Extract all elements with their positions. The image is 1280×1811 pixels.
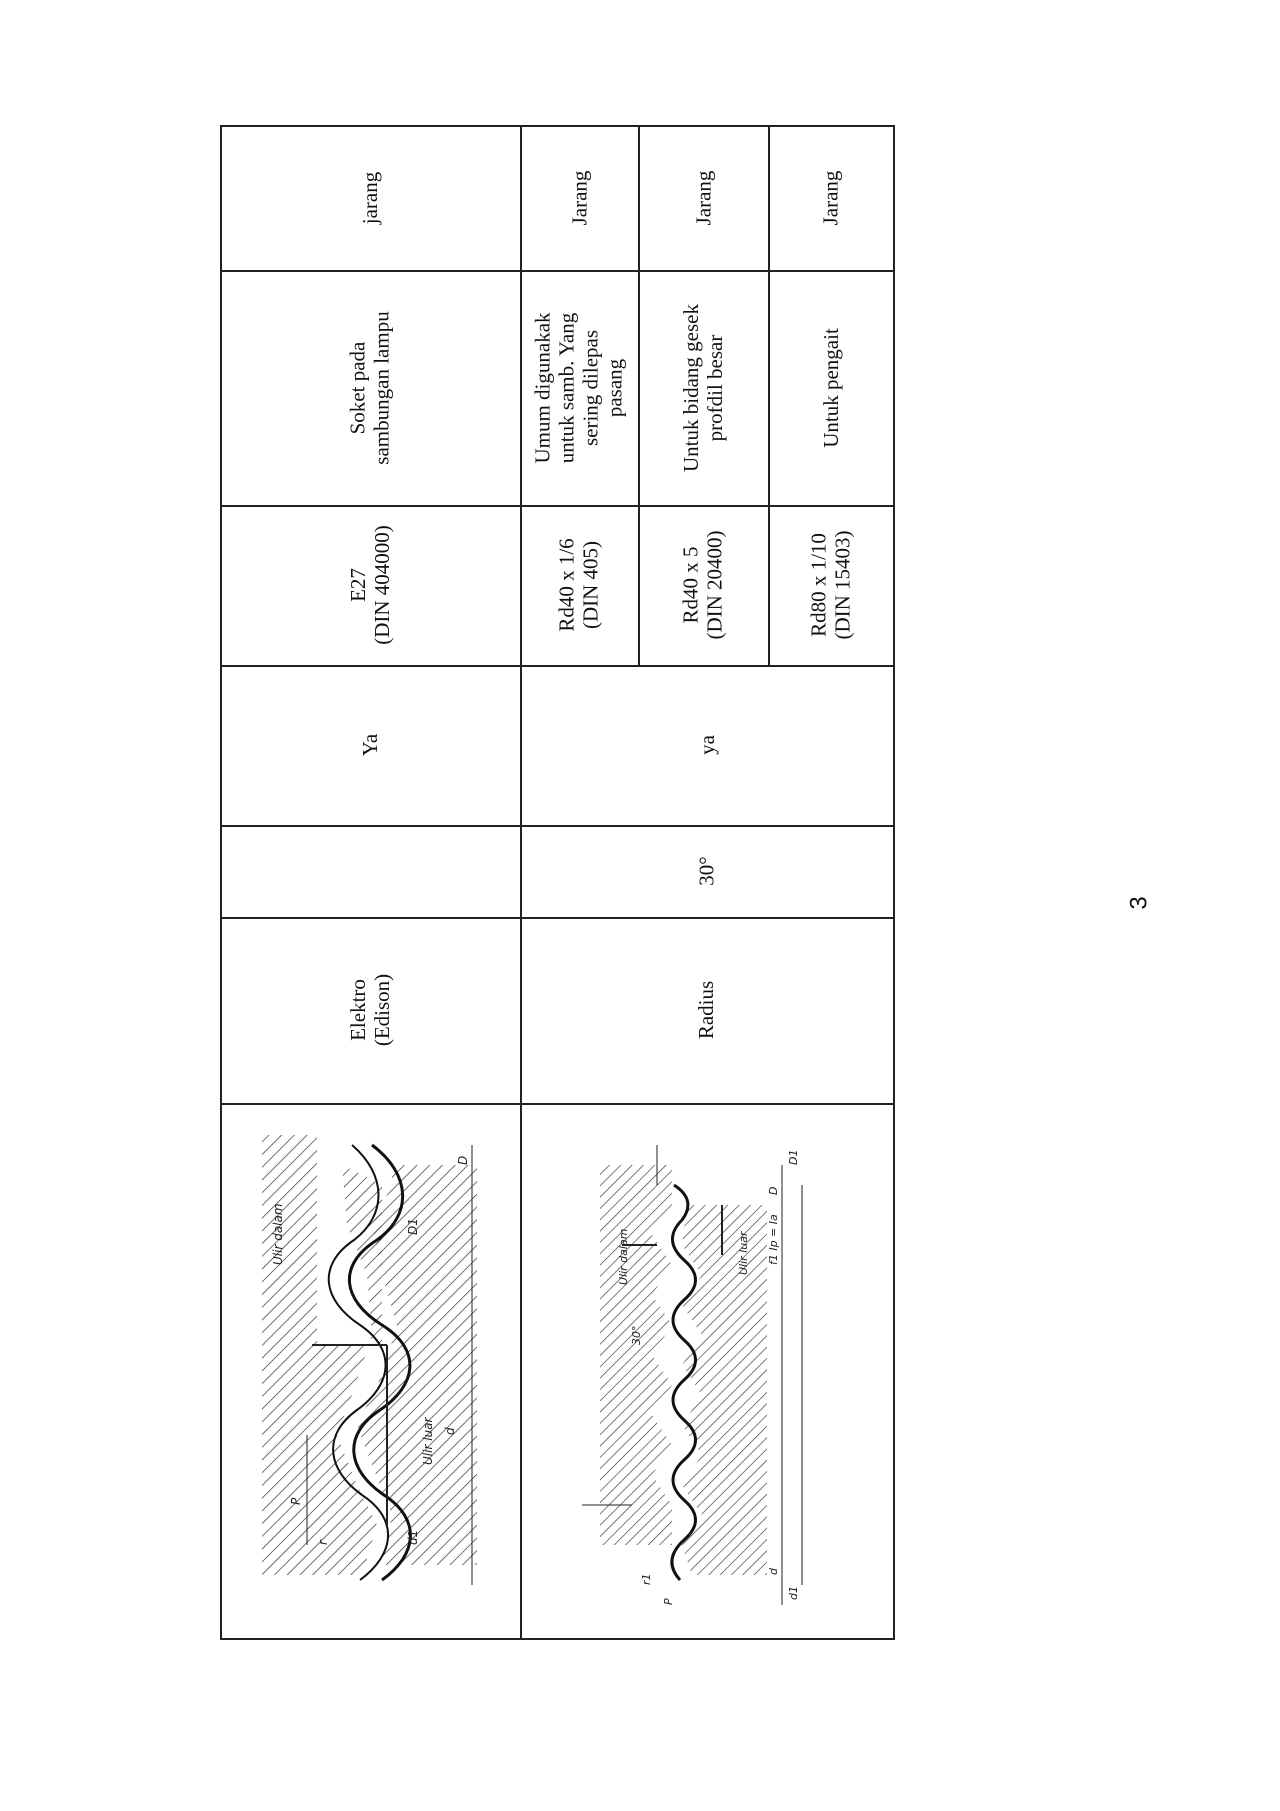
thread-table: [220, 125, 895, 1640]
profile-cell: [520, 917, 893, 1103]
table-border-right: [893, 125, 895, 1640]
page-number: [1125, 888, 1155, 918]
frequency-cell: [220, 125, 520, 270]
radius-thread-drawing: [522, 1105, 893, 1637]
drawing-label: f1 Ip = Ia: [767, 1214, 780, 1265]
drawing-label: Ulir luar: [421, 1417, 435, 1465]
drawing-label: P: [662, 1598, 675, 1605]
designation-text: E27 (DIN 404000): [346, 525, 394, 645]
usage-cell: [220, 270, 520, 505]
angle-cell: [220, 825, 520, 917]
usage-cell: [768, 270, 893, 505]
frequency-cell: [520, 125, 638, 270]
drawing-label: r: [316, 1540, 330, 1545]
designation-text: Rd80 x 1/10 (DIN 15403): [806, 530, 855, 640]
drawing-label: Ulir luar: [737, 1231, 750, 1275]
drawing-label: d: [767, 1568, 780, 1575]
drawing-label: D1: [787, 1149, 800, 1165]
usage-text: Untuk pengait: [818, 327, 843, 448]
designation-text: Rd40 x 5 (DIN 20400): [679, 530, 727, 640]
angle-cell: [520, 825, 893, 917]
edison-thread-drawing: [222, 1105, 519, 1637]
designation-cell: [768, 505, 893, 665]
drawing-label: 30°: [630, 1325, 643, 1345]
usage-text: Untuk bidang gesek profdil besar: [679, 303, 728, 472]
profile-text: Elektro (Edison): [345, 973, 394, 1047]
table-border-bottom: [220, 1638, 895, 1640]
drawing-label: Ulir dalam: [271, 1203, 285, 1265]
frequency-cell: [768, 125, 893, 270]
designation-cell: [520, 505, 638, 665]
designation-cell: [638, 505, 768, 665]
drawing-label: P: [289, 1497, 303, 1505]
frequency-cell: [638, 125, 768, 270]
page-number-text: 3: [1125, 896, 1153, 910]
frequency-text: Jarang: [691, 170, 715, 225]
usage-text: Umum digunakak untuk samb. Yang sering dilepas pasang: [531, 311, 627, 464]
angle-text: 30°: [694, 856, 719, 886]
frequency-text: jarang: [357, 171, 382, 224]
frequency-text: Jarang: [567, 170, 591, 225]
drawing-label: D: [767, 1186, 780, 1195]
drawing-label: Ulir dalam: [617, 1228, 630, 1285]
drawing-label: r1: [640, 1573, 653, 1585]
usage-text: Soket pada sambungan lampu: [345, 310, 394, 465]
usage-cell: [520, 270, 638, 505]
designation-text: Rd40 x 1/6 (DIN 405): [555, 538, 603, 632]
drawing-label: D1: [406, 1218, 420, 1235]
usage-cell: [638, 270, 768, 505]
standard-flag-cell: [220, 665, 520, 825]
drawing-label: d: [443, 1427, 457, 1435]
standard-flag-cell: [520, 665, 893, 825]
profile-text: Radius: [694, 980, 719, 1040]
drawing-label: d1: [787, 1586, 800, 1600]
profile-cell: [220, 917, 520, 1103]
drawing-label: d1: [406, 1529, 420, 1545]
standard-flag-text: Ya: [357, 733, 382, 757]
drawing-label: D: [456, 1155, 470, 1165]
frequency-text: Jarang: [818, 170, 843, 225]
designation-cell: [220, 505, 520, 665]
standard-flag-text: ya: [694, 735, 719, 755]
